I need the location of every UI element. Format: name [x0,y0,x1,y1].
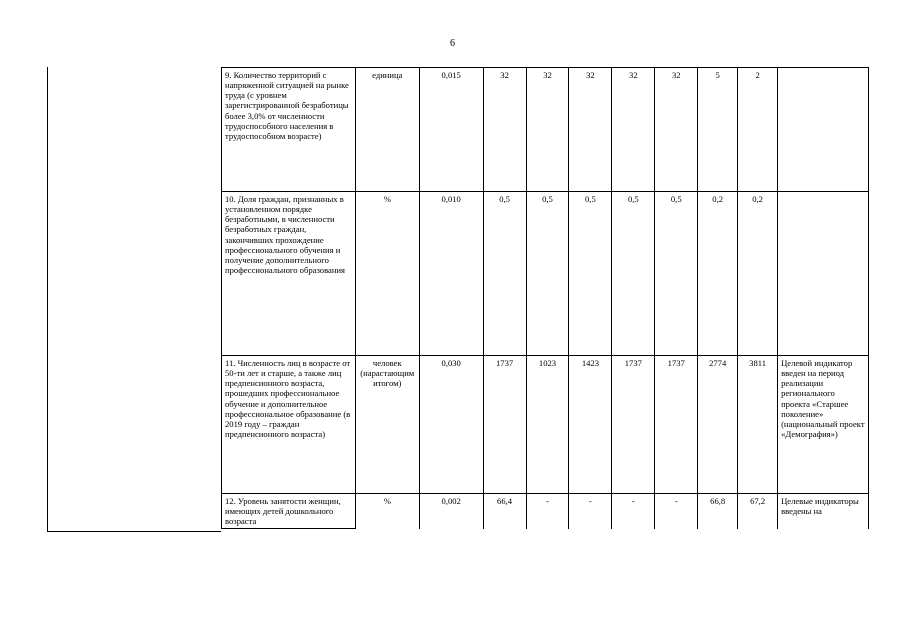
table-left-column [47,67,221,532]
weight-cell: 0,030 [419,356,483,494]
value-cell: 0,5 [526,192,569,356]
value-cell: - [612,494,655,529]
indicator-table-frame [47,67,869,532]
value-cell: 2 [738,68,778,192]
table-row [222,192,869,356]
value-cell: 66,4 [483,494,526,529]
value-cell: 32 [569,68,612,192]
value-cell: 5 [698,68,738,192]
value-cell: 67,2 [738,494,778,529]
value-cell: - [655,494,698,529]
indicator-cell: 12. Уровень занятости женщин, имеющих детей дошкольного возраста [222,494,356,529]
value-cell: 32 [483,68,526,192]
value-cell: 32 [526,68,569,192]
weight-cell: 0,002 [419,494,483,529]
note-cell: Целевые индикаторы введены на [778,494,869,529]
unit-cell: человек (нарастающим итогом) [355,356,419,494]
table-row [222,68,869,192]
value-cell: 1737 [655,356,698,494]
value-cell: 1737 [483,356,526,494]
value-cell: 0,5 [655,192,698,356]
weight-cell: 0,010 [419,192,483,356]
value-cell: 0,5 [483,192,526,356]
indicator-cell: 9. Количество территорий с напряженной ситуацией на рынке труда (с уровнем зарегистрированной безработицы более 3,0% от численности трудоспособного населения в трудоспособном возрасте) [222,68,356,192]
table-row [222,356,869,494]
note-cell: Целевой индикатор введен на период реализации регионального проекта «Старшее поколение» (национальный проект «Демография») [778,356,869,494]
value-cell: 32 [612,68,655,192]
value-cell: 66,8 [698,494,738,529]
value-cell: 2774 [698,356,738,494]
value-cell: 0,2 [698,192,738,356]
value-cell: 1423 [569,356,612,494]
unit-cell: единица [355,68,419,192]
value-cell: - [526,494,569,529]
weight-cell: 0,015 [419,68,483,192]
indicator-cell: 10. Доля граждан, признанных в установленном порядке безработными, в численности безработных граждан, закончивших прохождение профессионального обучения и получение дополнительного профессионального образования [222,192,356,356]
value-cell: 3811 [738,356,778,494]
value-cell: 0,5 [612,192,655,356]
unit-cell: % [355,192,419,356]
value-cell: - [569,494,612,529]
value-cell: 1023 [526,356,569,494]
unit-cell: % [355,494,419,529]
note-cell [778,192,869,356]
page-number: 6 [450,38,455,49]
table-row [222,494,869,529]
value-cell: 0,5 [569,192,612,356]
value-cell: 0,2 [738,192,778,356]
note-cell [778,68,869,192]
value-cell: 1737 [612,356,655,494]
indicator-cell: 11. Численность лиц в возрасте от 50-ти лет и старше, а также лиц предпенсионного возраста, прошедших профессиональное обучение и дополнительное профессиональное образование (в 2019 году – граждан предпенсионного возраста) [222,356,356,494]
indicator-table [221,67,869,529]
value-cell: 32 [655,68,698,192]
